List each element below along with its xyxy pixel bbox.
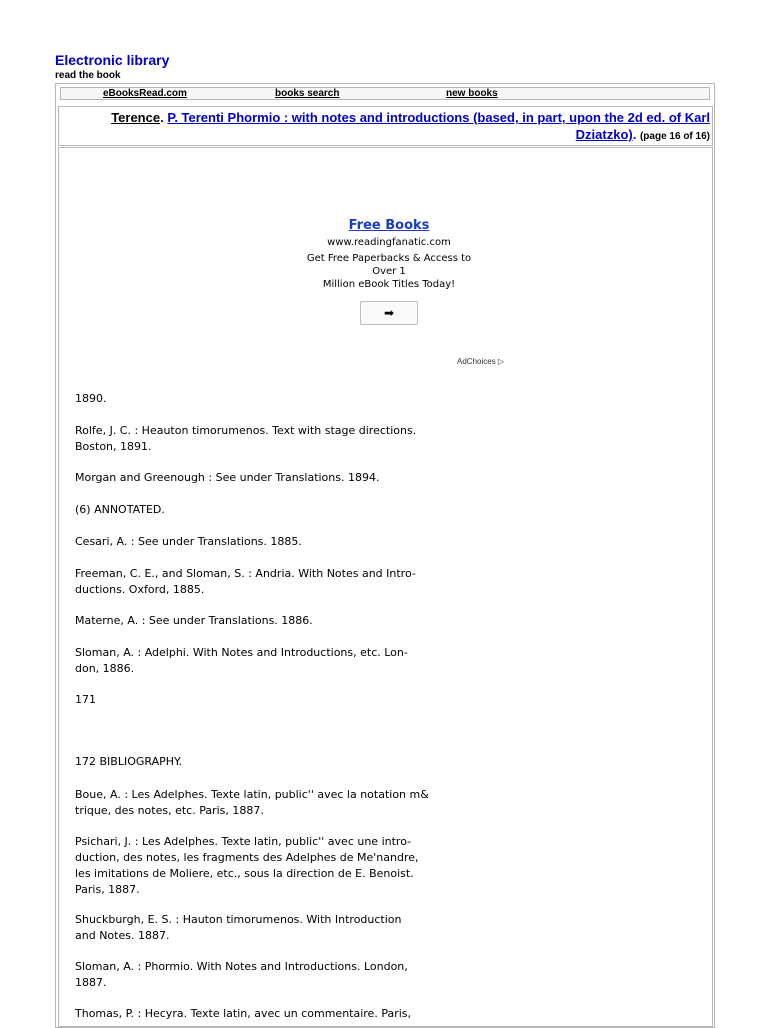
text-line: Paris, 1887.	[75, 883, 140, 896]
text-line: (6) ANNOTATED.	[75, 503, 165, 516]
text-line: Shuckburgh, E. S. : Hauton timorumenos. With Introduction	[75, 913, 402, 926]
text-line: Sloman, A. : Phormio. With Notes and Introductions. London,	[75, 960, 408, 973]
text-paragraph	[75, 787, 475, 819]
running-header	[75, 754, 475, 770]
text-line: 1887.	[75, 976, 107, 989]
text-paragraph	[75, 912, 475, 944]
text-line: don, 1886.	[75, 662, 135, 675]
text-line: Thomas, P. : Hecyra. Texte latin, avec un commentaire. Paris,	[75, 1007, 411, 1020]
text-paragraph	[75, 391, 475, 407]
text-paragraph	[75, 613, 475, 629]
text-paragraph	[75, 534, 475, 550]
text-paragraph	[75, 834, 475, 898]
ad-url: www.readingfanatic.com	[327, 237, 451, 248]
section-heading	[75, 502, 475, 518]
arrow-right-icon: ➡	[383, 306, 395, 320]
ad-title-link[interactable]: Free Books	[348, 218, 430, 233]
text-line: and Notes. 1887.	[75, 929, 170, 942]
ad-description	[299, 252, 479, 291]
text-line: Morgan and Greenough : See under Translations. 1894.	[75, 471, 380, 484]
text-line: Boston, 1891.	[75, 440, 152, 453]
book-title-bar	[58, 106, 713, 146]
book-title-link[interactable]: P. Terenti Phormio : with notes and introductions (based, in part, upon the 2d ed. of Karl Dziatzko)	[167, 110, 710, 142]
page-number	[75, 692, 475, 708]
text-line: Materne, A. : See under Translations. 1886.	[75, 614, 313, 627]
page-indicator: (page 16 of 16)	[639, 131, 710, 142]
text-line: 1890.	[75, 392, 107, 405]
text-line: Cesari, A. : See under Translations. 1885.	[75, 535, 302, 548]
nav-link-books-search[interactable]: books search	[275, 88, 340, 99]
text-line: Freeman, C. E., and Sloman, S. : Andria. With Notes and Intro-	[75, 567, 416, 580]
text-line: Psichari, J. : Les Adelphes. Texte latin, public'' avec une intro-	[75, 835, 412, 848]
text-line: Rolfe, J. C. : Heauton timorumenos. Text with stage directions.	[75, 424, 417, 437]
nav-link-new-books[interactable]: new books	[446, 88, 498, 99]
author-link[interactable]: Terence	[111, 110, 161, 125]
text-paragraph	[75, 959, 475, 991]
text-paragraph	[75, 1006, 475, 1022]
text-line: duction, des notes, les fragments des Adelphes de Me'nandre,	[75, 851, 419, 864]
site-title-link[interactable]: Electronic library	[55, 52, 170, 68]
ad-description-line: Million eBook Titles Today!	[322, 279, 456, 290]
text-line: 172 BIBLIOGRAPHY.	[75, 755, 182, 768]
text-paragraph	[75, 645, 475, 677]
site-subtitle: read the book	[55, 70, 121, 81]
text-line: ductions. Oxford, 1885.	[75, 583, 205, 596]
text-line: trique, des notes, etc. Paris, 1887.	[75, 804, 264, 817]
text-line: Sloman, A. : Adelphi. With Notes and Introductions, etc. Lon-	[75, 646, 408, 659]
title-period: .	[632, 127, 637, 142]
text-paragraph	[75, 423, 475, 455]
book-content	[58, 147, 713, 1027]
text-line: les imitations de Moliere, etc., sous la direction de E. Benoist.	[75, 867, 414, 880]
title-separator: .	[160, 110, 168, 125]
ad-arrow-button[interactable]	[360, 301, 418, 325]
nav-link-home[interactable]: eBooksRead.com	[103, 88, 187, 99]
text-line: Boue, A. : Les Adelphes. Texte latin, public'' avec la notation m&	[75, 788, 429, 801]
ad-box	[299, 218, 479, 325]
main-frame	[55, 83, 715, 1028]
text-paragraph	[75, 470, 475, 486]
nav-bar	[60, 87, 710, 100]
text-line: 171	[75, 693, 96, 706]
adchoices-link[interactable]: AdChoices ▷	[457, 357, 505, 366]
ad-description-line: Get Free Paperbacks & Access to Over 1	[306, 253, 472, 277]
text-paragraph	[75, 566, 475, 598]
